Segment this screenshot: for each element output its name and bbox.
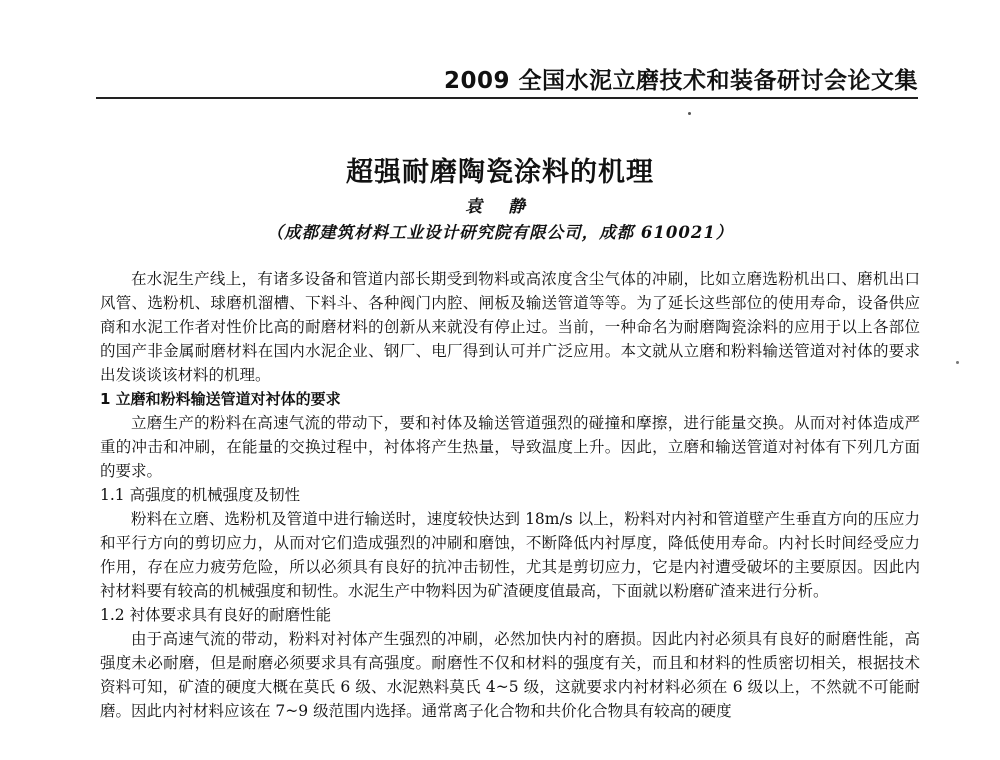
affiliation: （成都建筑材料工业设计研究院有限公司，成都 610021）	[266, 223, 734, 242]
margin-speck	[956, 361, 959, 364]
running-head: 2009 全国水泥立磨技术和装备研讨会论文集	[443, 68, 918, 94]
body-paragraph: 由于高速气流的带动，粉料对衬体产生强烈的冲刷，必然加快内衬的磨损。因此内衬必须具有良好的耐磨性能，高强度未必耐磨，但是耐磨必须要求具有高强度。耐磨性不仅和材料的强度有关，而且和材料的性质密切相关，根据技术资料可知，矿渣的硬度大概在莫氏 6 级、水泥熟料莫氏 4~5 级，这就要求内衬材料必须在 6 级以上，不然就不可能耐磨。因此内衬材料应该在 7~9 级范围内选择。通常离子化合物和共价化合物具有较高的硬度	[100, 630, 920, 720]
section-heading: 1 立磨和粉料输送管道对衬体的要求	[100, 390, 341, 408]
subsection-heading: 1.1 高强度的机械强度及韧性	[100, 486, 301, 504]
article-body	[100, 267, 920, 723]
scan-speck	[688, 112, 691, 115]
header-rule	[96, 97, 918, 99]
subsection-heading: 1.2 衬体要求具有良好的耐磨性能	[100, 606, 332, 624]
author: 袁 静	[465, 197, 535, 217]
page-title: 超强耐磨陶瓷涂料的机理	[346, 157, 654, 188]
intro-paragraph: 在水泥生产线上，有诸多设备和管道内部长期受到物料或高浓度含尘气体的冲刷，比如立磨选粉机出口、磨机出口风管、选粉机、球磨机溜槽、下料斗、各种阀门内腔、闸板及输送管道等等。为了延长这些部位的使用寿命，设备供应商和水泥工作者对性价比高的耐磨材料的创新从来就没有停止过。当前，一种命名为耐磨陶瓷涂料的应用于以上各部位的国产非金属耐磨材料在国内水泥企业、钢厂、电厂得到认可并广泛应用。本文就从立磨和粉料输送管道对衬体的要求出发谈谈该材料的机理。	[100, 270, 920, 384]
body-paragraph: 立磨生产的粉料在高速气流的带动下，要和衬体及输送管道强烈的碰撞和摩擦，进行能量交换。从而对衬体造成严重的冲击和冲刷，在能量的交换过程中，衬体将产生热量，导致温度上升。因此，立磨和输送管道对衬体有下列几方面的要求。	[100, 414, 920, 480]
body-paragraph: 粉料在立磨、选粉机及管道中进行输送时，速度较快达到 18m/s 以上，粉料对内衬和管道壁产生垂直方向的压应力和平行方向的剪切应力，从而对它们造成强烈的冲刷和磨蚀，不断降低内衬厚度，降低使用寿命。内衬长时间经受应力作用，存在应力疲劳危险，所以必须具有良好的抗冲击韧性，尤其是剪切应力，它是内衬遭受破坏的主要原因。因此内衬材料要有较高的机械强度和韧性。水泥生产中物料因为矿渣硬度值最高，下面就以粉磨矿渣来进行分析。	[100, 510, 920, 600]
